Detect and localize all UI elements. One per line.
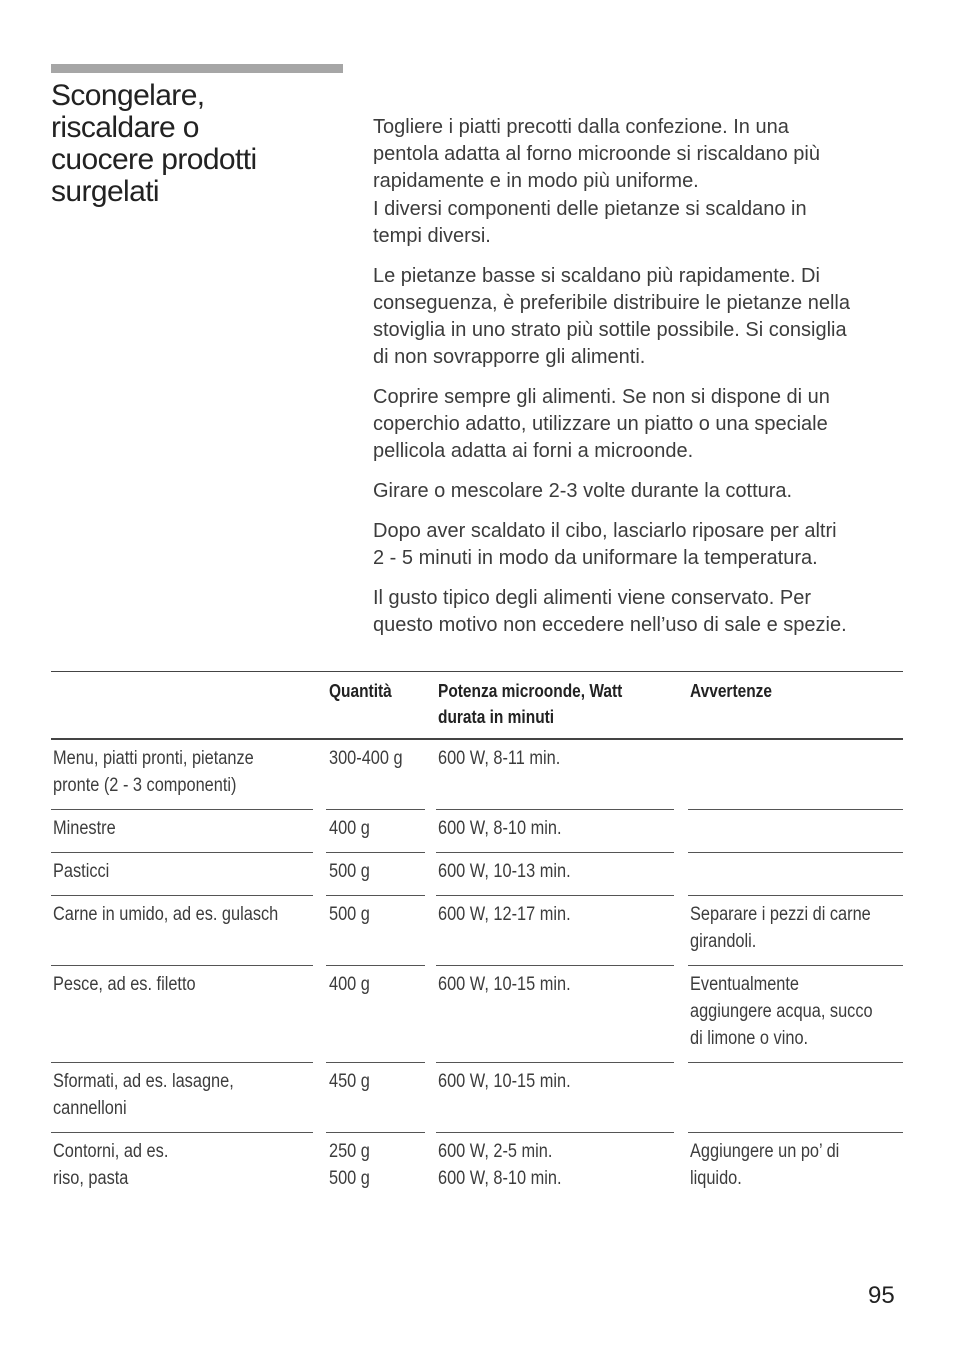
section-title: [51, 80, 351, 208]
paragraph: [373, 114, 913, 250]
header-power-line: Potenza microonde, Watt: [438, 681, 623, 701]
cell-line: Pasticci: [53, 861, 110, 882]
cell-line: Aggiungere un po’ di: [690, 1141, 840, 1162]
cell-power: [438, 971, 571, 998]
cell-quantity: [329, 815, 370, 842]
text-line: stoviglia in uno strato più sottile possibile. Si consiglia: [373, 318, 847, 341]
intro-text: [373, 114, 913, 651]
cell-line: 600 W, 2-5 min.: [438, 1141, 553, 1162]
header-notes: Avvertenze: [690, 681, 773, 701]
cell-power: [438, 901, 571, 928]
table-row: [51, 810, 903, 853]
header-power-line: durata in minuti: [438, 707, 555, 727]
text-line: conseguenza, è preferibile distribuire le pietanze nella: [373, 291, 850, 314]
title-line: cuocere prodotti: [51, 143, 257, 176]
cell-line: cannelloni: [53, 1098, 127, 1119]
cell-line: Separare i pezzi di carne: [690, 904, 871, 925]
paragraph: [373, 384, 913, 466]
cell-notes: [690, 971, 873, 1052]
cell-line: Sformati, ad es. lasagne,: [53, 1071, 234, 1092]
text-line: 2 - 5 minuti in modo da uniformare la temperatura.: [373, 546, 818, 569]
header-power: [438, 678, 622, 730]
table-header: [51, 671, 903, 740]
text-line: Dopo aver scaldato il cibo, lasciarlo riposare per altri: [373, 519, 837, 542]
title-line: Scongelare,: [51, 79, 205, 112]
cell-line: 250 g: [329, 1141, 370, 1162]
paragraph: [373, 518, 913, 572]
cell-food: [53, 901, 278, 928]
table-row: [51, 853, 903, 896]
cell-food: [53, 1068, 234, 1122]
paragraph: [373, 478, 913, 505]
paragraph: [373, 585, 913, 639]
cell-line: 600 W, 10-15 min.: [438, 974, 571, 995]
cell-line: Contorni, ad es.: [53, 1141, 169, 1162]
section-rule: [51, 64, 343, 73]
cell-line: di limone o vino.: [690, 1028, 809, 1049]
table-body: [51, 740, 903, 1203]
cell-line: 600 W, 8-11 min.: [438, 748, 561, 769]
cell-quantity: [329, 971, 370, 998]
text-line: pentola adatta al forno microonde si riscaldano più: [373, 143, 820, 166]
cell-line: 600 W, 10-15 min.: [438, 1071, 571, 1092]
cell-quantity: [329, 901, 370, 928]
cell-line: 450 g: [329, 1071, 370, 1092]
text-line: I diversi componenti delle pietanze si scaldano in: [373, 197, 807, 220]
table-row: [51, 896, 903, 966]
cell-power: [438, 858, 571, 885]
cell-food: [53, 858, 109, 885]
table-row: [51, 1063, 903, 1133]
defrost-table: [51, 671, 903, 1203]
title-line: riscaldare o: [51, 111, 199, 144]
text-line: Coprire sempre gli alimenti. Se non si dispone di un: [373, 385, 830, 408]
cell-line: Minestre: [53, 818, 116, 839]
title-line: surgelati: [51, 175, 159, 208]
header-quantity: Quantità: [329, 681, 392, 701]
paragraph: [373, 263, 913, 372]
cell-food: [53, 1138, 168, 1192]
cell-line: liquido.: [690, 1168, 742, 1189]
cell-line: Carne in umido, ad es. gulasch: [53, 904, 279, 925]
cell-quantity: [329, 858, 370, 885]
cell-food: [53, 745, 254, 799]
cell-line: 600 W, 8-10 min.: [438, 1168, 562, 1189]
table-row: [51, 966, 903, 1063]
cell-line: Eventualmente: [690, 974, 800, 995]
table-row: [51, 1133, 903, 1203]
cell-line: 500 g: [329, 1168, 370, 1189]
cell-line: girandoli.: [690, 931, 757, 952]
text-line: questo motivo non eccedere nell’uso di sale e spezie.: [373, 613, 847, 636]
cell-line: 300-400 g: [329, 748, 403, 769]
cell-notes: [690, 1138, 839, 1192]
text-line: tempi diversi.: [373, 224, 491, 247]
cell-power: [438, 815, 562, 842]
cell-line: Menu, piatti pronti, pietanze: [53, 748, 254, 769]
cell-quantity: [329, 1068, 370, 1095]
cell-line: 500 g: [329, 904, 370, 925]
cell-notes: [690, 901, 871, 955]
cell-line: Pesce, ad es. filetto: [53, 974, 196, 995]
cell-line: pronte (2 - 3 componenti): [53, 775, 237, 796]
cell-food: [53, 971, 196, 998]
text-line: Il gusto tipico degli alimenti viene conservato. Per: [373, 586, 812, 609]
cell-line: 400 g: [329, 818, 370, 839]
cell-line: 500 g: [329, 861, 370, 882]
cell-line: 600 W, 10-13 min.: [438, 861, 571, 882]
text-line: coperchio adatto, utilizzare un piatto o una speciale: [373, 413, 828, 436]
cell-food: [53, 815, 116, 842]
cell-line: 600 W, 12-17 min.: [438, 904, 571, 925]
cell-quantity: [329, 745, 403, 772]
text-line: di non sovrapporre gli alimenti.: [373, 346, 646, 369]
text-line: Girare o mescolare 2-3 volte durante la cottura.: [373, 479, 793, 502]
cell-line: 600 W, 8-10 min.: [438, 818, 562, 839]
table-row: [51, 740, 903, 810]
cell-power: [438, 1138, 562, 1192]
text-line: Le pietanze basse si scaldano più rapidamente. Di: [373, 264, 820, 287]
cell-power: [438, 745, 560, 772]
cell-power: [438, 1068, 571, 1095]
cell-line: aggiungere acqua, succo: [690, 1001, 873, 1022]
cell-quantity: [329, 1138, 370, 1192]
cell-line: 400 g: [329, 974, 370, 995]
text-line: pellicola adatta ai forni a microonde.: [373, 440, 694, 463]
cell-line: riso, pasta: [53, 1168, 129, 1189]
text-line: Togliere i piatti precotti dalla confezione. In una: [373, 116, 789, 138]
page-number: 95: [868, 1282, 895, 1309]
text-line: rapidamente e in modo più uniforme.: [373, 170, 699, 193]
